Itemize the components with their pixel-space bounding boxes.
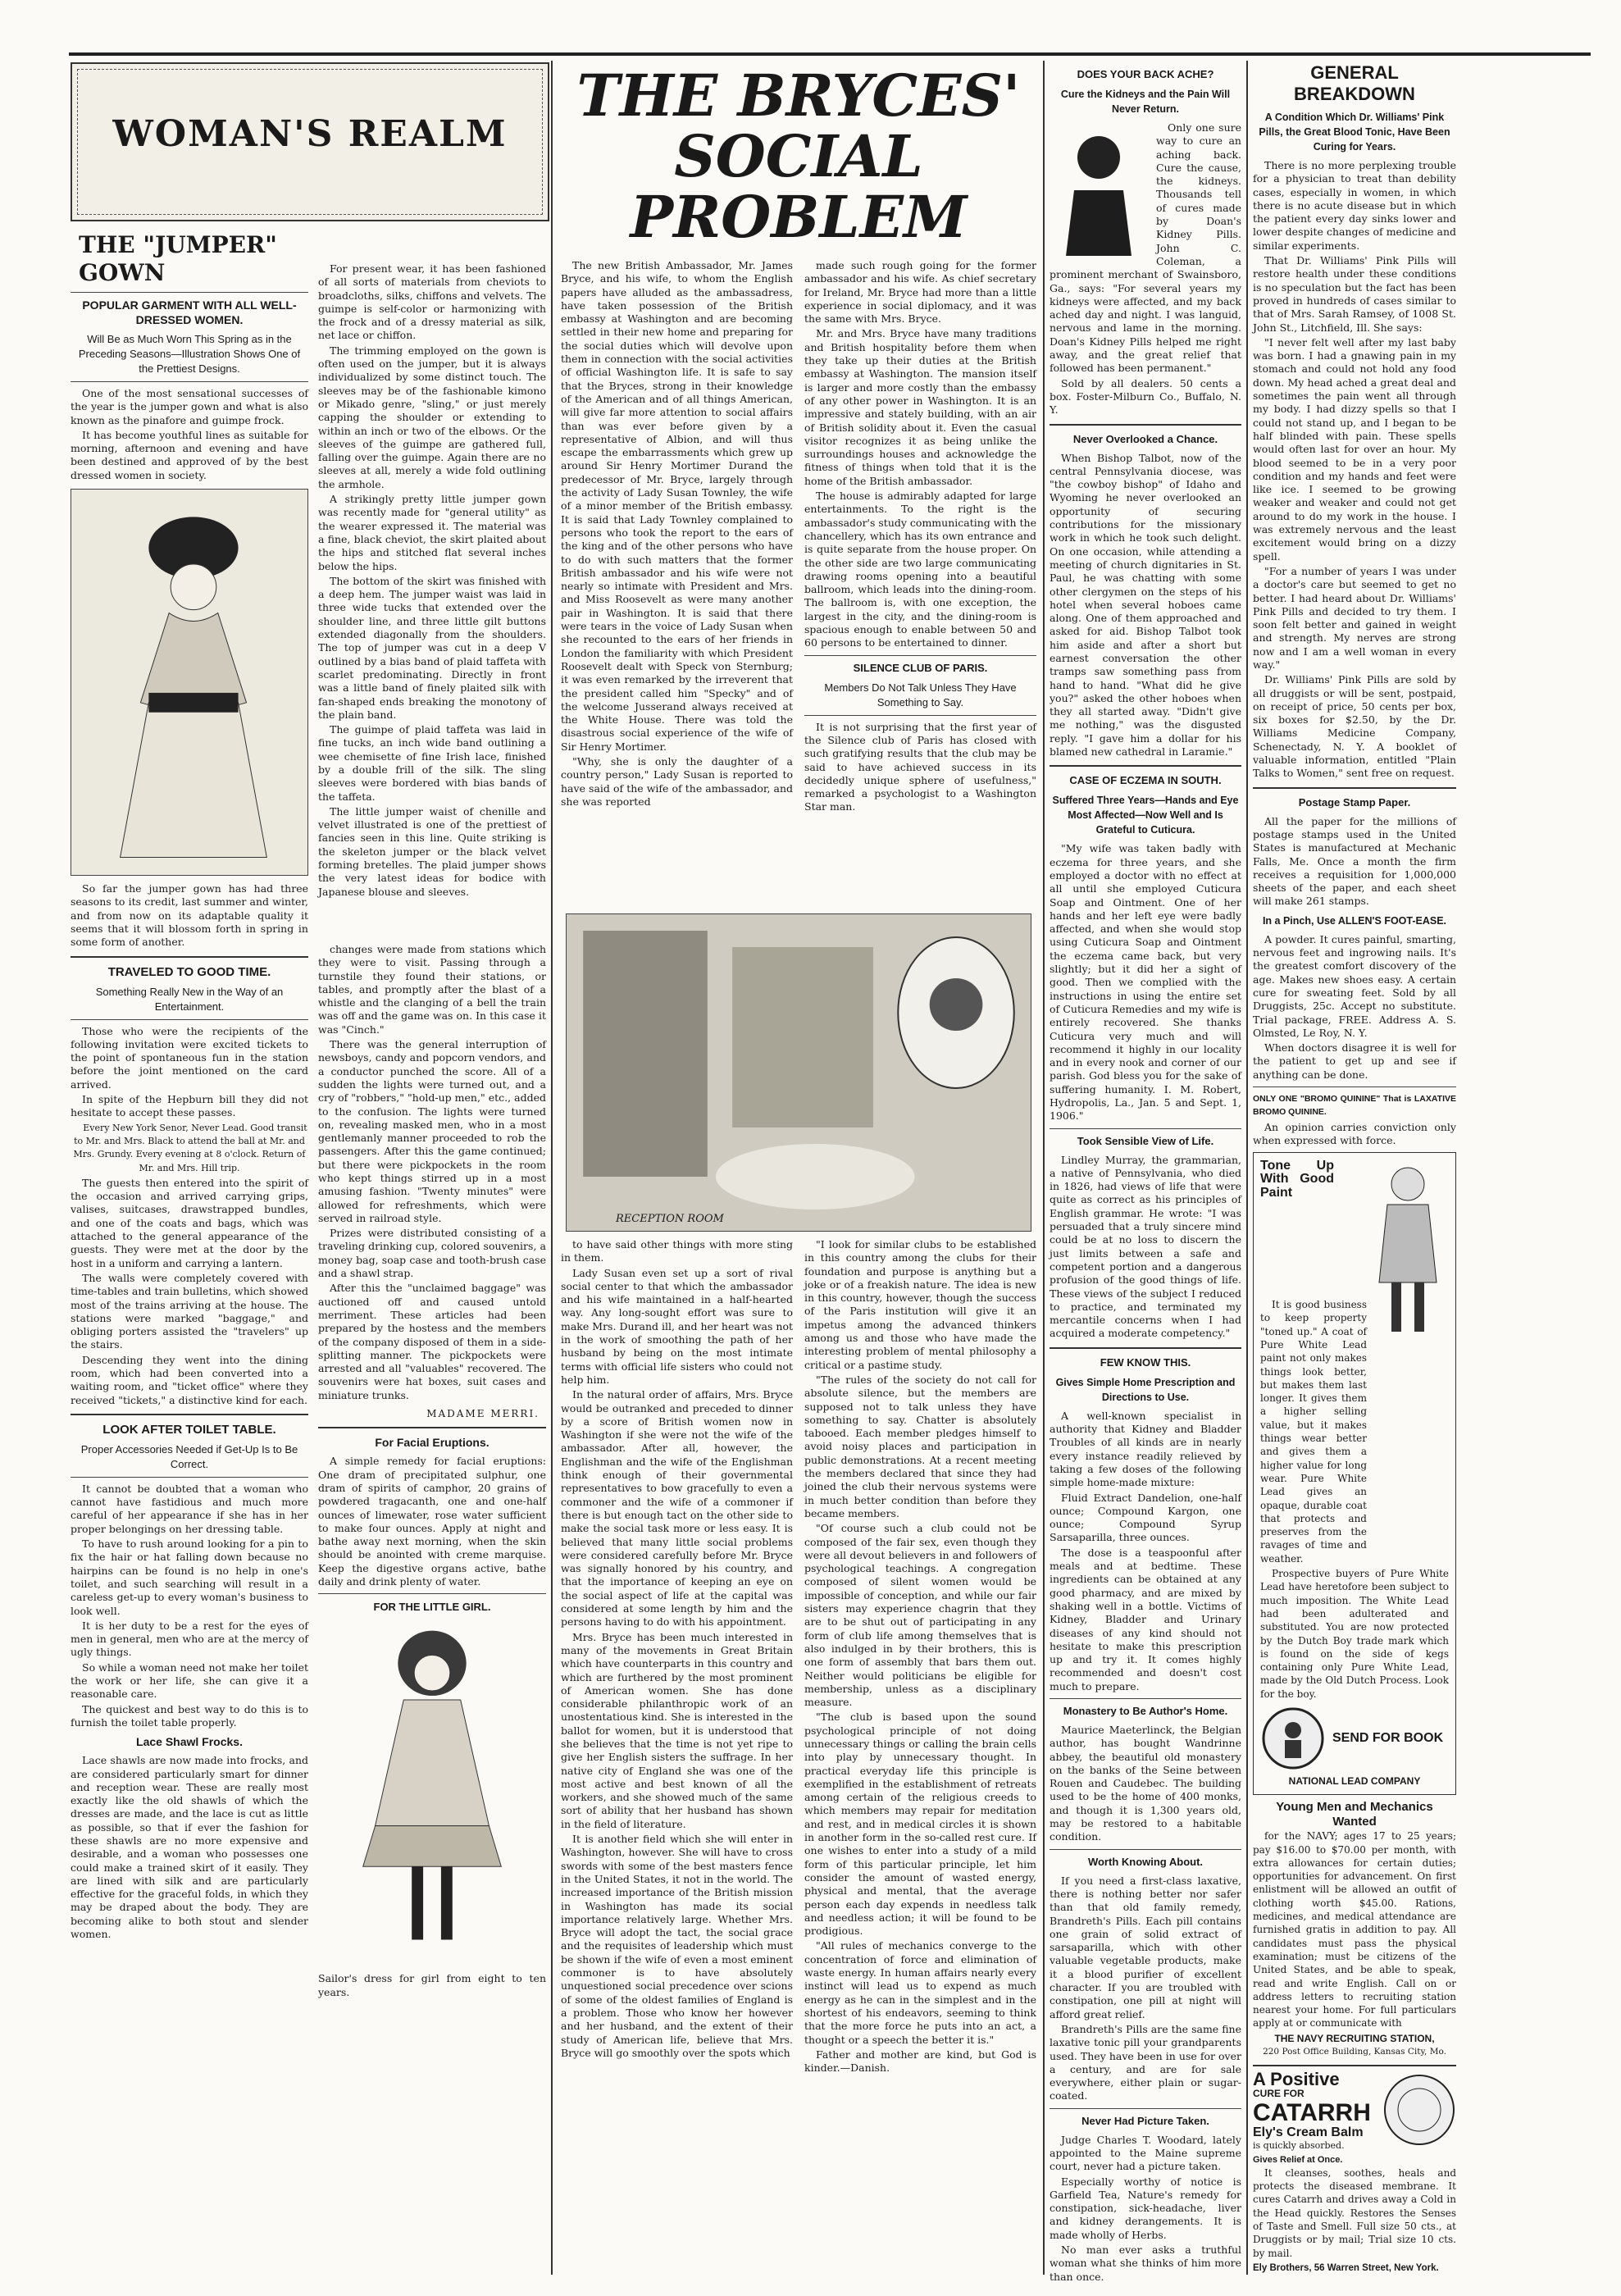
garfield-para: Especially worthy of notice is Garfield Tea, Nature's remedy for constipation, sick-headache, liver and kidney derangements. It is made wholly of Herbs.	[1050, 2175, 1241, 2241]
eczema-para: "My wife was taken badly with eczema for three years, and she employed a doctor with no effect at all until she employed Cuticura Soap and Ointment. One of her hands and her left eye were badly affected, and when she would stop using Cuticura Soap and Ointment the eczema came back, but very slightly; but it did her a sight of good. Then we complied with the instructions in using the entire set of Cuticura Remedies and my wife is entirely recovered. She thanks Cuticura very much and will recommend it highly in our locality and in every nook and corner of our parish. God bless you for the sake of suffering humanity. I. M. Robert, Hydropolis, La., Jan. 5 and Sept. 1, 1906."	[1050, 842, 1241, 1123]
traveled-para: In spite of the Hepburn bill they did not hesitate to accept these passes.	[71, 1093, 308, 1119]
jumper-para: It has become youthful lines as suitable for morning, afternoon and evening and have been destined and approved of by the best dressed women in society.	[71, 428, 308, 481]
silence-headline: SILENCE CLUB OF PARIS.	[853, 661, 988, 674]
traveled-headline: TRAVELED TO GOOD TIME.	[107, 964, 271, 979]
jumper-cont-para: A strikingly pretty little jumper gown was recently made for "general utility" as the wearer expressed it. The material was a fine, black cheviot, the skirt plaited about the hips and stitched flat several inches below the hips.	[318, 493, 546, 572]
monastery-para: Maurice Maeterlinck, the Belgian author, has bought Wandrinne abbey, the beautiful old monastery on the banks of the Seine between Rouen and Caudebec. The building used to be the home of 400 monks, and though it is 1,300 years old, may be restored to a habitable condition.	[1050, 1723, 1241, 1843]
few-know-para: Fluid Extract Dandelion, one-half ounce; Compound Kargon, one ounce; Compound Syrup Sarsaparilla, three ounces.	[1050, 1491, 1241, 1544]
jumper-cont-para: The bottom of the skirt was finished with a deep hem. The jumper waist was laid in three wide tucks that extended over the shoulder line, and three little gilt buttons extended diagonally from the shoulders. The top of jumper was cut in a deep V outlined by a bias band of plaid taffeta with scarlet predominating. Directly in front was a little band of finely plaited silk with fan-shaped ends breaking the monotony of the plain band.	[318, 574, 546, 721]
womans-realm-banner	[71, 62, 549, 221]
navy-address: 220 Post Office Building, Kansas City, Mo.	[1263, 2047, 1446, 2057]
breakdown-headline: GENERAL BREAKDOWN	[1294, 62, 1415, 104]
catarrh-line2: CURE FOR	[1253, 2087, 1305, 2099]
traveled-cont-para: Prizes were distributed consisting of a traveling drinking cup, colored souvenirs, a money bag, soap case and tooth-brush case and a shawl strap.	[318, 1227, 546, 1280]
catarrh-ad	[1253, 2069, 1456, 2275]
jumper-cont-para: The trimming employed on the gown is often used on the jumper, but it is always individualized by some distinct touch. The sleeves may be of the fashionable kimono or Mikado genre, "sling," or just merely capping the shoulder or extending to within an inch or two of the elbows. Or the sleeves of the guimpe are gathered full, falling over the guimpe. Again there are no sleeves at all, merely a wide fold outlining the armhole.	[318, 344, 546, 490]
silence-para: "The club is based upon the sound psychological principle of not doing unnecessary things or calling the brain cells into play by unnecessary thought. In practical everyday life this principle is exemplified in the establishment of retreats among certain of the religious creeds to which members may repair for meditation and rest, and in medical circles it is shown in another form in the so-called rest cure. If one wishes to enter into a study of a mild form of this particular principle, let him consider the amount of wasted energy, physical and mental, that the average person each day expends in needless talk and needless action; it will be found to be prodigious.	[804, 1711, 1036, 1938]
navy-headline: Young Men and Mechanics Wanted	[1276, 1800, 1433, 1829]
column-2	[318, 262, 546, 2276]
jumper-cont-para: The little jumper waist of chenille and velvet illustrated is one of the prettiest of fancies seen in this line. Quite striking is the skeleton jumper or the black velvet forming bretelles. The plaid jumper shows the very latest ideas for bodice with Japanese blouse and sleeves.	[318, 804, 546, 898]
woman-figure-icon	[71, 490, 307, 875]
elys-cream-balm-jar-icon	[1382, 2073, 1456, 2147]
girl-figure-icon	[335, 1621, 530, 1966]
byline-madame-merri: MADAME MERRI.	[426, 1408, 540, 1420]
breakdown-para: That Dr. Williams' Pink Pills will restore health under these conditions is no speculation but the fact has been proved in hundreds of cases similar to that of Mrs. Sarah Ramsey, of 1008 St. John St., Litchfield, Ill. She says:	[1253, 254, 1456, 334]
picture-headline: Never Had Picture Taken.	[1081, 2114, 1209, 2127]
silence-para: "Of course such a club could not be composed of the fair sex, even though they were all devout believers in and followers of psychological teachings. A congregation composed of silent women would be impossible of conception, and while our fair sisters may experience chagrin that they are to be shut out of participating in any form of club life among themselves that is also indulged in by their brothers, this is one form of assembly that bars them out. Neither would politicians be eligible for membership, unless as a disciplinary measure.	[804, 1522, 1036, 1709]
traveled-para: Descending they went into the dining room, which had been converted into a waiting room, and "ticket office" where they received "tickets," a distinctive kind for each.	[71, 1353, 308, 1406]
catarrh-address: Ely Brothers, 56 Warren Street, New York.	[1253, 2262, 1439, 2273]
bryces-col-left	[561, 259, 793, 907]
traveled-deck: Something Really New in the Way of an Entertainment.	[95, 985, 284, 1013]
little-girl-headline: FOR THE LITTLE GIRL.	[373, 1601, 491, 1614]
back-deck: Cure the Kidneys and the Pain Will Never Return.	[1060, 89, 1231, 115]
overlooked-headline: Never Overlooked a Chance.	[1072, 432, 1218, 445]
jumper-cont-para: The guimpe of plaid taffeta was laid in fine tucks, an inch wide band outlining a wee chemisette of fine Irish lace, finished by a double frill of the silk. The sling sleeves were bordered with bias bands of the taffeta.	[318, 723, 546, 803]
bryces-para: to have said other things with more sting in them.	[561, 1238, 793, 1264]
silence-para: "The rules of the society do not call for absolute silence, but the members are supposed not to talk unless they have something to say. Chatter is absolutely tabooed. Each member pledges himself to avoid noisy places and participation in public demonstrations. At a recent meeting the members declared that since they had joined the club their nervous systems were in much better condition than before they became members.	[804, 1373, 1036, 1519]
breakdown-para: Dr. Williams' Pink Pills are sold by all druggists or will be sent, postpaid, on receipt of price, 50 cents per box, six boxes for $2.50, by the Dr. Williams Medicine Company, Schenectady, N. Y. A booklet of valuable information, entitled "Plain Talks to Women," sent free on request.	[1253, 673, 1456, 780]
breakdown-para: "I never felt well after my last baby was born. I had a gnawing pain in my stomach and could not hold any food down. My head ached a great deal and sometimes the pain went all through my body. I had dizzy spells so that I could not stand up, and I began to be half blinded with pain. These spells would often last for over an hour. My blood seemed to be in a very poor condition and my hands and feet were like ice. I seemed to be growing weaker and weaker and could not get around to do my work in the house. I was extremely nervous and the least excitement would bring on a dizzy spell.	[1253, 335, 1456, 563]
jumper-subdeck: Will Be as Much Worn This Spring as in the Preceding Seasons—Illustration Shows One of the Prettiest Designs.	[78, 333, 301, 375]
toilet-para: So while a woman need not make her toilet the work or her life, she can give it a reasonable care.	[71, 1660, 308, 1701]
overlooked-para: When Bishop Talbot, now of the central Pennsylvania diocese, was "the cowboy bishop" of Idaho and Wyoming he never overlooked an opportunity of securing contributions for the missionary work in which he took such delight. On one occasion, while attending a meeting of church dignitaries in St. Paul, he was chatting with some other clergymen on the steps of his hotel when several hoboes came along. One of them approached and asked for aid. Bishop Talbot took him aside and after a short but earnest conversation the other tramps saw something pass from hand to hand. "What did he give you?" asked the other hoboes when they all started away. "Didn't give me nothing," was the disgusted reply. "I gave him a dollar for his blamed new cathedral in Laramie."	[1050, 451, 1241, 758]
breakdown-para: There is no more perplexing trouble for a physician to treat than debility cases, especially in women, in which there is no acute disease but in which the patient every day sinks lower and lower despite changes of medicine and similar experiments.	[1253, 159, 1456, 252]
bryces-para: Lady Susan even set up a sort of rival social center to that which the ambassador and his wife maintained in a half-hearted way. Any long-sought effort was sure to make Mrs. Durand ill, and her heart was not in the work of smoothing the path of her husband by being on the most intimate terms with official life sisters who could not help him.	[561, 1266, 793, 1386]
bryces-title: THE BRYCES' SOCIAL PROBLEM	[576, 61, 1021, 251]
jumper-deck: POPULAR GARMENT WITH ALL WELL-DRESSED WOMEN.	[82, 298, 297, 326]
send-for-book[interactable]: SEND FOR BOOK	[1332, 1730, 1444, 1745]
picture-para: Judge Charles T. Woodard, lately appointed to the Maine supreme court, never had a picture taken.	[1050, 2133, 1241, 2173]
lindley-headline: Took Sensible View of Life.	[1077, 1134, 1214, 1147]
navy-station: THE NAVY RECRUITING STATION,	[1274, 2032, 1435, 2044]
worth-para: If you need a first-class laxative, there is nothing better nor safer than that old family remedy, Brandreth's Pills. Each pill contains one grain of solid extract of sarsaparilla, which with other valuable vegetable products, make it a blood purifier of excellent character. If you are troubled with constipation, one pill at night will afford great relief.	[1050, 1874, 1241, 2020]
stamp-para: All the paper for the millions of postage stamps used in the United States is manufactured at Mechanic Falls, Me. Once a month the firm receives a requisition for 1,000,000 sheets of the paper, and each sheet will make 261 stamps.	[1253, 814, 1456, 908]
white-lead-headline: Tone Up With Good Paint	[1260, 1159, 1334, 1200]
foot-ease-headline: In a Pinch, Use ALLEN'S FOOT-EASE.	[1262, 914, 1447, 927]
back-para: Sold by all dealers. 50 cents a box. Foster-Milburn Co., Buffalo, N. Y.	[1050, 376, 1241, 417]
dutch-boy-painter-icon	[1359, 1159, 1449, 1340]
worth-headline: Worth Knowing About.	[1087, 1855, 1204, 1868]
jumper-gown-illustration	[71, 489, 308, 876]
photo-caption: RECEPTION ROOM	[616, 1212, 724, 1225]
column-rule	[551, 61, 553, 2275]
truthful-para: No man ever asks a truthful woman what she thinks of him more than once.	[1050, 2244, 1241, 2283]
catarrh-para: It cleanses, soothes, heals and protects the diseased membrane. It cures Catarrh and drives away a Cold in the Head quickly. Restores the Senses of Taste and Smell. Full size 50 cts., at Druggists or by mail; Trial size 10 cts. by mail.	[1253, 2166, 1456, 2259]
catarrh-line5: is quickly absorbed.	[1253, 2140, 1345, 2152]
reception-room-photo	[566, 913, 1031, 1232]
silence-bottom-right	[804, 1238, 1036, 2076]
white-lead-para: It is good business to keep property "toned up." A coat of Pure White Lead paint not only makes things look better, but makes them last longer. It gives them a higher selling value, but it makes things wear better and gives them a higher value for long wear. Pure White Lead gives an opaque, durable coat that protects and preserves from the ravages of time and weather.	[1260, 1299, 1367, 1565]
masthead-rule	[69, 52, 1591, 56]
lead-company: NATIONAL LEAD COMPANY	[1288, 1774, 1421, 1787]
few-know-deck: Gives Simple Home Prescription and Directions to Use.	[1055, 1376, 1236, 1403]
column-5	[1050, 62, 1241, 2283]
toilet-para: To have to rush around looking for a pin to fix the hair or hat falling down because no hairpins can be found is no help in one's toilet, and such searching will result in a careless get-up to every woman's business to look well.	[71, 1538, 308, 1617]
jumper-headline: THE "JUMPER" GOWN	[79, 231, 277, 286]
silence-deck: Members Do Not Talk Unless They Have Something to Say.	[824, 681, 1017, 708]
stamp-headline: Postage Stamp Paper.	[1298, 795, 1411, 809]
bryces-bottom-left	[561, 1238, 793, 2076]
little-girl-caption: Sailor's dress for girl from eight to ten years.	[318, 1972, 546, 1998]
bryces-para: The house is admirably adapted for large entertainments. To the right is the ambassador's study communicating with the chancellery, which has its own entrance and is quite separate from the house proper. On the other side are two large communicating drawing rooms opening into a beautiful ballroom, which leads into the dining-room. The ballroom is, with one exception, the largest in the city, and the dining-room is spacious enough to enable between 50 and 60 persons to be entertained to dinner.	[804, 490, 1036, 649]
man-portrait-icon	[1050, 125, 1148, 256]
catarrh-line4: Ely's Cream Balm	[1253, 2125, 1364, 2139]
room-scene-icon	[567, 914, 1031, 1231]
eczema-deck: Suffered Three Years—Hands and Eye Most Affected—Now Well and Is Grateful to Cuticura.	[1052, 795, 1239, 836]
traveled-para: Those who were the recipients of the following invitation were excited tickets to the point of spontaneous fun in the station before the joint mentioned on the card arrived.	[71, 1024, 308, 1091]
jumper-para: So far the jumper gown has had three seasons to its credit, last summer and winter, and from now on its adaptable quality it seems that it will blossom forth in spring in some form of another.	[71, 882, 308, 949]
catarrh-line1: A Positive	[1253, 2069, 1340, 2090]
catarrh-line6: Gives Relief at Once.	[1253, 2154, 1343, 2165]
bryces-col-right	[804, 259, 1036, 907]
column-6	[1253, 62, 1456, 2276]
breakdown-para: "For a number of years I was under a doctor's care but seemed to get no better. I had heard about Dr. Williams' Pink Pills and decided to try them. I soon felt better and gained in weight and strength. My nerves are strong now and I am a well woman in every way."	[1253, 564, 1456, 671]
white-lead-para: Prospective buyers of Pure White Lead have heretofore been subject to much imposition. The White Lead had been adulterated and substituted. You are now protected by the Dutch Boy trade mark which is found on the side of kegs containing only Pure White Lead, made by the Old Dutch Process. Look for the boy.	[1260, 1568, 1449, 1700]
few-know-para: The dose is a teaspoonful after meals and at bedtime. These ingredients can be obtained at any good pharmacy, and are mixed by shaking well in a bottle. Victims of Kidney, Bladder and Urinary diseases of any kind should not hesitate to make this prescription up and try it. It comes highly recommended and doesn't cost much to prepare.	[1050, 1546, 1241, 1692]
traveled-cont-para: After this the "unclaimed baggage" was auctioned off and caused untold merriment. These articles had been prepared by the hostess and the members of the company disposed of them in a side-splitting manner. The pickpockets were arrested and all "valuables" recovered. The souvenirs were hat boxes, suit cases and miniature trunks.	[318, 1282, 546, 1401]
traveled-para: The guests then entered into the spirit of the occasion and arrived carrying grips, valises, suitcases, drawstrapped bundles, and one of the coats and bags, which was attached to the general appearance of the guests. They were met at the door by the host in a uniform and carrying a lantern.	[71, 1176, 308, 1269]
banner-title: WOMAN'S REALM	[112, 113, 508, 155]
bryces-para: Mrs. Bryce has been much interested in many of the movements in Great Britain which have counterparts in this country and which are furthered by the most prominent of American women. She has done considerable philanthropic work of an unostentatious kind. She is interested in the ballot for women, but it is understood that she believes that the time is not yet ripe to give her English sisters the suffrage. In her native city of England she was one of the most active and best known of all the workers, and she showed much of the same sort of ability that her husband has shown in the field of literature.	[561, 1630, 793, 1830]
bryces-para: In the natural order of affairs, Mrs. Bryce would be outranked and preceded to dinner by a score of British women now in Washington if she were not the wife of the ambassador. After all, however, the Englishman and the wife of the Englishman think enough of their governmental representatives to bow gracefully to even a commoner and the wife of a commoner if there is but enough tact on the other side to make the social task more or less easy. It is believed that many little social problems were considered carefully before Mr. Bryce was signally honored by his country, and that the importance of keeping an eye on the social aspect of life at the capital was considered at some length by him and the persons having to do with his appointment.	[561, 1388, 793, 1629]
toilet-para: It is her duty to be a rest for the eyes of men in general, men who are at the mercy of ugly things.	[71, 1619, 308, 1659]
silence-para: "All rules of mechanics converge to the concentration of force and elimination of waste energy. In human affairs nearly every instinct will lead us to expend as much energy as he can in the simplest and in the shortest of his endeavors, seeming to think that the more force he puts into an act, a thought or a speech the better it is."	[804, 1939, 1036, 2046]
little-girl-illustration	[335, 1621, 530, 1966]
back-headline: DOES YOUR BACK ACHE?	[1077, 68, 1214, 80]
eczema-headline: CASE OF ECZEMA IN SOUTH.	[1069, 774, 1222, 787]
bromo-ad: ONLY ONE "BROMO QUININE" That is LAXATIVE BROMO QUININE.	[1253, 1094, 1456, 1118]
bryces-para: made such rough going for the former ambassador and his wife. As chief secretary for Ireland, Mr. Bryce had more than a little experience in social diplomacy, and it was the same with Mrs. Bryce.	[804, 259, 1036, 326]
facial-headline: For Facial Eruptions.	[375, 1436, 489, 1450]
doctors-para: When doctors disagree it is well for the patient to get up and see if anything can be done.	[1253, 1041, 1456, 1081]
bryces-para: Mr. and Mrs. Bryce have many traditions and British hospitality before them when they take up their duties at the British embassy at Washington. The mansion itself is larger and more costly than the embassy of any other power in Washington. It is an impressive and stately building, with an air of British solidity about it. Even the casual visitor recognizes it as being unlike the surroundings houses and acknowledge the fitness of things when told that it is the home of the British ambassador.	[804, 327, 1036, 487]
column-rule	[1246, 61, 1248, 2275]
traveled-cont-para: There was the general interruption of newsboys, candy and popcorn vendors, and a conductor punched the score. All of a sudden the lights were turned out, and a cry of "robbers," "hold-up men," etc., added to the confusion. The lights were turned on, revealing masked men, who in a most gentlemanly manner proceeded to rob the passengers. After this the game continued; but there were pickpockets in the room who kept things stirred up in a most amusing fashion. "Twenty minutes" were allowed for refreshments, which were served in railroad style.	[318, 1038, 546, 1224]
breakdown-deck: A Condition Which Dr. Williams' Pink Pills, the Great Blood Tonic, Have Been Curing for Years.	[1259, 112, 1450, 153]
traveled-cont-para: changes were made from stations which they were to visit. Passing through a turnstile they found their stations, or tables, and promptly after the blast of a whistle and the clanging of a bell the train was off and the game was on. In this case it was "Cinch."	[318, 942, 546, 1036]
toilet-para: The quickest and best way to do this is to furnish the toilet table properly.	[71, 1702, 308, 1729]
worth-para: Brandreth's Pills are the same fine laxative tonic pill your grandparents used. They have been in use for over a century, and are for sale everywhere, either plain or sugar-coated.	[1050, 2022, 1241, 2102]
traveled-para: The walls were completely covered with time-tables and train bulletins, which showed most of the trains arriving at the house. The stations were marked "baggage," and obliging porters assisted the "travelers" up the stairs.	[71, 1271, 308, 1351]
bryces-para: "Why, she is only the daughter of a country person," Lady Susan is reported to have said of the wife of the ambassador, and she was reported	[561, 754, 793, 808]
monastery-headline: Monastery to Be Author's Home.	[1063, 1704, 1228, 1717]
toilet-headline: LOOK AFTER TOILET TABLE.	[102, 1422, 276, 1437]
few-know-headline: FEW KNOW THIS.	[1100, 1355, 1191, 1369]
silence-para: "I look for similar clubs to be established in this country among the clubs for their foundation and purpose is anything but a joke or of a freakish nature. The idea is new in this country, however, though the success of the Paris institution will give it an impetus among the advanced thinkers among us and those who have made the interesting problem of mental philosophy a critical or a pastime study.	[804, 1238, 1036, 1371]
facial-para: A simple remedy for facial eruptions: One dram of precipitated sulphur, one dram of spirits of camphor, 20 grains of powdered tragacanth, one and one-half ounces of limewater, rose water sufficient to make four ounces. Apply at night and bathe away next morning, when the skin should be anointed with creme marquise. Keep the digestive organs active, bathe daily and drink plenty of water.	[318, 1455, 546, 1588]
lindley-para: Lindley Murray, the grammarian, a native of Pennsylvania, who died in 1826, had views of life that were quite as correct as his principles of English grammar. He wrote: "I was persuaded that a truly sincere mind could be at no loss to discern the just limits between a safe and competent portion and a dangerous profusion of the good things of life. These views of the subject I reduced to practice, and terminated my mercantile concerns when I had acquired a moderate competency."	[1050, 1153, 1241, 1340]
column-rule	[1043, 61, 1045, 2275]
opinion-para: An opinion carries conviction only when expressed with force.	[1253, 1120, 1456, 1146]
bryces-article	[561, 62, 1036, 2276]
navy-para: for the NAVY; ages 17 to 25 years; pay $16.00 to $70.00 per month, with extra allowances for certain duties; opportunities for advancement. On first enlistment will be allowed an outfit of clothing worth $45.00. Rations, medicines, and medical attendance are furnished gratis in addition to pay. All candidates must pass the physical examination; must be citizens of the United States, and be able to speak, read and write English. Call on or address letters to recruiting station nearest your home. For full particulars apply at or communicate with	[1253, 1830, 1456, 2029]
toilet-para: It cannot be doubted that a woman who cannot have fastidious and much more careful of her appearance if she has in her proper belongings on her dressing table.	[71, 1482, 308, 1535]
white-lead-ad	[1253, 1152, 1456, 1795]
jumper-para: One of the most sensational successes of the year is the jumper gown and what is also known as the pinafore and guimpe frock.	[71, 387, 308, 426]
few-know-para: A well-known specialist in authority that Kidney and Bladder Troubles of all kinds are in nearly every instance readily relieved by taking a few doses of the following simple home-made mixture:	[1050, 1409, 1241, 1489]
toilet-deck: Proper Accessories Needed if Get-Up Is to Be Correct.	[80, 1442, 298, 1470]
lace-headline: Lace Shawl Frocks.	[136, 1735, 243, 1749]
bryces-para: It is another field which she will enter in Washington, however. She will have to cross swords with some of the best masters fence in the United States, it not in the world. The increased importance of the British mission in Washington has made its social importance relatively large. Whether Mrs. Bryce will adopt the tact, the social grace and the requisites of leadership which must be shown if the wife of even a most eminent commoner is to have absolutely unquestioned social precedence over scions of some of the oldest families of England is a problem. Those who know her however and her husband, and the extent of their study of American life, believe that Mrs. Bryce will go smoothly over the spots which	[561, 1833, 793, 2059]
traveled-invitation: Every New York Senor, Never Lead. Good transit to Mr. and Mrs. Black to attend the ball at Mr. and Mrs. Grundy. Every evening at 8 o'clock. Return of Mr. and Mrs. Hill trip.	[73, 1122, 307, 1173]
bryces-para: The new British Ambassador, Mr. James Bryce, and his wife, to whom the English papers have alluded as the ambassadress, have taken possession of the British embassy at Washington and are becoming settled in their new home and preparing for the social duties which will devolve upon them in connection with the social activities of official Washington life. It is safe to say that the Bryces, strong in their knowledge of the American and of all things American, will give far more attention to social affairs than was ever before given by a representative of Albion, and will thus escape the embarrassments which grew up around Sir Henry Mortimer Durand the predecessor of Mr. Bryce, largely through the activity of Lady Susan Townley, the wife of a minor member of the British embassy. It is said that Lady Townley complained to persons who took the report to the ears of the king and of the other persons who have to do with such matters that the former British ambassador and his wife were not nearly so intimate with President and Mrs. and Miss Roosevelt as were many another pair in Washington. It is said that there were tears in the voice of Lady Susan when she recounted to the ears of her friends in London the familiarity with which President Roosevelt dealt with Speck von Sternburg; it was even remarked by the irreverent that the president called him "Specky" and of the welcome Jusserand always received at the White House. There was told the disastrous social experience of the wife of Sir Henry Mortimer.	[561, 259, 793, 753]
jumper-cont-para: For present wear, it has been fashioned of all sorts of materials from cheviots to broadcloths, silks, chiffons and velvets. The guimpe is self-color or harmonizing with the frock and of a dressy material as silk, net lace or chiffon.	[318, 262, 546, 342]
lace-para: Lace shawls are now made into frocks, and are considered particularly smart for dinner and reception wear. These are really most exactly like the old shawls of which the dresses are made, and the lace is cut as little as possible, so that if ever the fashion for these shawls are no more expensive and desirable, and a woman who possesses one could make a trained skirt of it easily. They are lined with silk and are particularly effective for the graceful folds, in which they may be draped about the body. They are becoming alike to both stout and slender women.	[71, 1754, 308, 1941]
foot-ease-para: A powder. It cures painful, smarting, nervous feet and ingrowing nails. It's the greatest comfort discovery of the age. Makes new shoes easy. A certain cure for sweating feet. Sold by all Druggists, 25c. Accept no substitute. Trial package, FREE. Address A. S. Olmsted, Le Roy, N. Y.	[1253, 932, 1456, 1039]
silence-para: It is not surprising that the first year of the Silence club of Paris has closed with such gratifying results that the club may be said to have achieved success in its decidedly unique sphere of usefulness," remarked a psychologist to a Washington Star man.	[804, 720, 1036, 813]
back-para: Only one sure way to cure an aching back. Cure the cause, the kidneys. Thousands tell of cures made by Doan's Kidney Pills. John C. Coleman, a prominent merchant of Swainsboro, Ga., says: "For several years my kidneys were affected, and my back ached day and night. I was languid, nervous and lame in the morning. Doan's Kidney Pills helped me right away, and the great relief that followed has been permanent."	[1050, 121, 1241, 375]
proverb: Father and mother are kind, but God is kinder.—Danish.	[804, 2048, 1036, 2075]
dutch-boy-trademark-icon	[1260, 1706, 1326, 1771]
catarrh-line3: CATARRH	[1253, 2098, 1371, 2126]
